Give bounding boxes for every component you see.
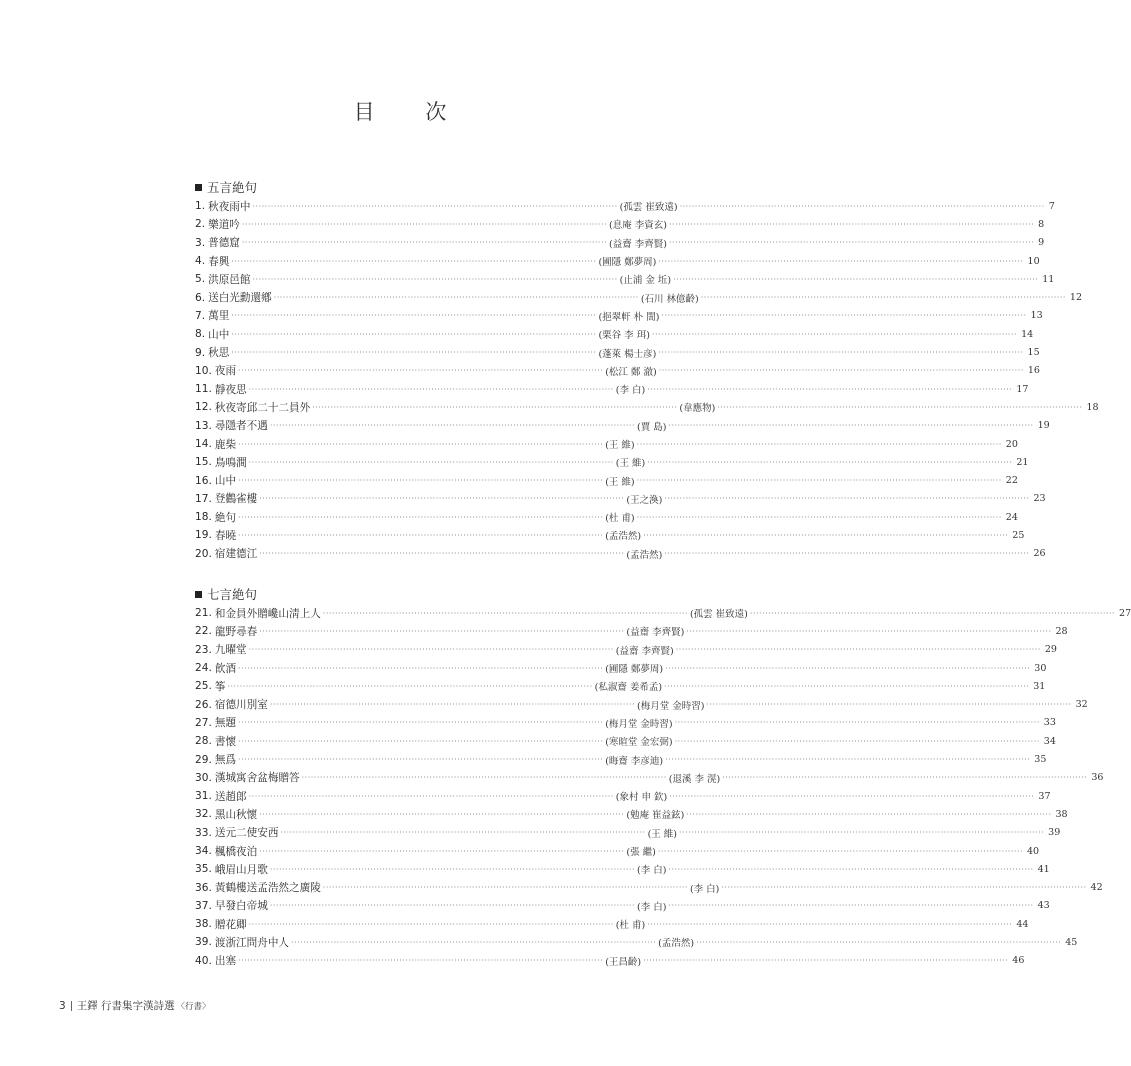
dot-leader: ························································································································	[248, 457, 614, 467]
entry-title: 登鸛雀樓	[214, 493, 258, 506]
entry-number: 22.	[195, 625, 212, 638]
entry-title: 出塞	[214, 955, 237, 968]
entry-number: 10.	[195, 364, 212, 377]
entry-number: 6.	[195, 291, 206, 304]
dot-leader: ························································································································	[664, 681, 1030, 691]
entry-page-number: 46	[1012, 955, 1025, 967]
footer-page-number: 3	[59, 999, 66, 1012]
entry-page-number: 28	[1055, 625, 1068, 637]
entry-author: (梅月堂 金時習)	[605, 718, 673, 730]
dot-leader: ························································································································	[248, 645, 614, 655]
entry-author: (杜 甫)	[605, 513, 635, 525]
dot-leader: ························································································································	[269, 864, 635, 874]
toc-entry[interactable]	[195, 952, 1025, 970]
entry-author: (王 維)	[605, 476, 635, 488]
entry-number: 29.	[195, 753, 212, 766]
toc-entry[interactable]	[195, 805, 1068, 823]
entry-author: (李 白)	[615, 385, 646, 397]
entry-title: 黑山秋懷	[214, 808, 258, 821]
toc-entry[interactable]	[195, 878, 1103, 896]
section-heading-text: 七言絶句	[207, 587, 258, 602]
entry-page-number: 35	[1034, 754, 1047, 766]
toc-entry[interactable]	[195, 362, 1040, 380]
entry-page-number: 31	[1033, 680, 1046, 692]
toc-entry[interactable]	[195, 252, 1040, 270]
page-footer	[59, 998, 211, 1013]
toc-entry[interactable]	[195, 622, 1068, 640]
dot-leader: ························································································································	[248, 919, 614, 929]
entry-number: 16.	[195, 474, 212, 487]
entry-page-number: 45	[1065, 936, 1078, 948]
entry-author: (松江 鄭 澈)	[605, 366, 657, 378]
dot-leader: ························································································································	[238, 530, 604, 540]
entry-page-number: 29	[1044, 644, 1057, 656]
entry-number: 33.	[195, 826, 212, 839]
entry-title: 無爲	[214, 754, 237, 767]
entry-title: 萬里	[208, 310, 230, 323]
footer-book-title: 王鐸 行書集字漢詩選	[76, 1000, 175, 1012]
entry-number: 14.	[195, 438, 212, 450]
entry-number: 36.	[195, 881, 212, 894]
entry-number: 35.	[195, 863, 212, 876]
dot-leader: ························································································································	[717, 402, 1083, 412]
entry-title: 飮酒	[214, 662, 237, 675]
dot-leader: ························································································································	[674, 736, 1040, 746]
dot-leader: ························································································································	[227, 681, 593, 691]
toc-entry[interactable]	[195, 490, 1046, 508]
page-title: 目 次	[353, 100, 469, 124]
toc-list	[195, 604, 1131, 970]
toc-entry[interactable]	[195, 933, 1078, 951]
entry-title: 洪原邑館	[208, 273, 251, 286]
entry-author: (賈 島)	[636, 421, 667, 433]
entry-page-number: 11	[1042, 273, 1055, 285]
entry-number: 3.	[195, 236, 206, 249]
entry-number: 39.	[195, 936, 212, 949]
entry-number: 40.	[195, 954, 212, 967]
toc-entry[interactable]	[195, 471, 1018, 489]
dot-leader: ························································································································	[238, 512, 604, 522]
dot-leader: ························································································································	[674, 718, 1040, 728]
dot-leader: ························································································································	[675, 645, 1041, 655]
toc-entry[interactable]	[195, 380, 1029, 398]
entry-page-number: 42	[1090, 882, 1103, 894]
entry-page-number: 25	[1012, 529, 1025, 541]
toc-entry[interactable]	[195, 234, 1045, 252]
entry-page-number: 12	[1069, 292, 1083, 304]
square-bullet-icon	[195, 184, 202, 191]
entry-page-number: 22	[1005, 475, 1018, 487]
entry-page-number: 30	[1034, 662, 1047, 674]
entry-author: (圃隱 鄭夢周)	[605, 664, 664, 676]
dot-leader: ························································································································	[658, 348, 1024, 358]
dot-leader: ························································································································	[700, 293, 1066, 303]
toc-entry[interactable]	[195, 453, 1029, 471]
dot-leader: ························································································································	[231, 256, 597, 266]
entry-number: 7.	[195, 309, 206, 322]
entry-page-number: 33	[1043, 717, 1056, 729]
footer-divider	[71, 1001, 72, 1011]
entry-number: 5.	[195, 273, 206, 286]
entry-author: (益齋 李齊賢)	[626, 627, 685, 639]
dot-leader: ························································································································	[259, 549, 625, 559]
dot-leader: ························································································································	[241, 238, 608, 248]
entry-title: 普德窟	[208, 237, 240, 250]
dot-leader: ························································································································	[269, 421, 635, 431]
dot-leader: ························································································································	[322, 883, 688, 893]
dot-leader: ························································································································	[259, 846, 625, 856]
toc-entry[interactable]	[195, 915, 1029, 933]
section-heading-text: 五言絶句	[207, 180, 258, 195]
entry-author: (王 維)	[647, 828, 678, 840]
dot-leader: ························································································································	[665, 755, 1031, 765]
dot-leader: ························································································································	[673, 274, 1039, 284]
entry-page-number: 20	[1005, 438, 1018, 450]
entry-number: 32.	[195, 808, 212, 821]
dot-leader: ························································································································	[668, 219, 1035, 229]
entry-page-number: 23	[1033, 493, 1046, 505]
entry-title: 和金員外贈巉山淸上人	[214, 607, 321, 620]
dot-leader: ························································································································	[679, 201, 1045, 211]
entry-page-number: 10	[1027, 255, 1040, 267]
entry-title: 九曜堂	[214, 644, 247, 657]
toc-entry[interactable]	[195, 197, 1055, 215]
entry-title: 秋夜寄邱二十二員外	[214, 401, 311, 414]
entry-number: 31.	[195, 790, 212, 803]
entry-number: 11.	[195, 383, 212, 396]
toc-entry[interactable]	[195, 860, 1050, 878]
dot-leader: ························································································································	[636, 439, 1002, 449]
dot-leader: ························································································································	[664, 549, 1030, 559]
entry-title: 鳥鳴澗	[214, 456, 247, 469]
toc-entry[interactable]	[195, 270, 1055, 288]
dot-leader: ························································································································	[269, 700, 635, 710]
entry-number: 37.	[195, 899, 212, 912]
entry-page-number: 19	[1037, 420, 1050, 432]
dot-leader: ························································································································	[269, 901, 635, 911]
entry-author: (息庵 李資玄)	[609, 220, 667, 232]
entry-number: 12.	[195, 401, 212, 414]
entry-number: 30.	[195, 771, 212, 784]
entry-page-number: 18	[1086, 401, 1099, 413]
toc-entry[interactable]	[195, 215, 1045, 233]
entry-author: (孟浩然)	[626, 549, 663, 561]
entry-title: 筝	[214, 680, 226, 693]
entry-author: (栗谷 李 珥)	[598, 330, 650, 342]
entry-author: (李 白)	[636, 865, 667, 877]
entry-page-number: 9	[1038, 237, 1045, 249]
dot-leader: ························································································································	[280, 828, 646, 838]
dot-leader: ························································································································	[664, 494, 1030, 504]
dot-leader: ························································································································	[259, 494, 625, 504]
entry-author: (益齋 李齊賢)	[615, 645, 674, 657]
dot-leader: ························································································································	[668, 901, 1034, 911]
entry-author: (孟浩然)	[605, 531, 642, 543]
square-bullet-icon	[195, 591, 202, 598]
toc-entry[interactable]	[195, 343, 1040, 361]
entry-title: 春興	[208, 255, 230, 268]
toc-entry[interactable]	[195, 842, 1040, 860]
dot-leader: ························································································································	[312, 402, 678, 412]
entry-title: 樂道吟	[208, 218, 240, 231]
entry-number: 25.	[195, 680, 212, 693]
entry-page-number: 26	[1033, 548, 1046, 560]
dot-leader: ························································································································	[647, 919, 1013, 929]
entry-page-number: 15	[1027, 347, 1040, 359]
section-heading	[195, 584, 600, 604]
dot-leader: ························································································································	[658, 256, 1024, 266]
toc-entry[interactable]	[195, 732, 1056, 750]
entry-title: 送趙郎	[214, 790, 247, 803]
entry-author: (李 白)	[689, 883, 720, 895]
entry-author: (象村 申 欽)	[615, 792, 668, 804]
entry-title: 宿德川別室	[214, 699, 268, 712]
dot-leader: ························································································································	[706, 700, 1072, 710]
entry-number: 23.	[195, 643, 212, 656]
entry-author: (張 繼)	[626, 847, 656, 858]
entry-author: (圃隱 鄭夢周)	[598, 257, 657, 269]
entry-author: (李 白)	[636, 901, 667, 913]
dot-leader: ························································································································	[696, 937, 1062, 947]
entry-author: (王昌齡)	[605, 956, 642, 968]
dot-leader: ························································································································	[238, 366, 604, 376]
entry-author: (孤雲 崔致遠)	[619, 202, 678, 214]
entry-number: 20.	[195, 547, 212, 560]
entry-page-number: 41	[1037, 863, 1050, 875]
entry-page-number: 36	[1091, 772, 1104, 784]
dot-leader: ························································································································	[686, 809, 1052, 819]
entry-number: 18.	[195, 511, 212, 524]
entry-title: 夜雨	[214, 365, 237, 378]
entry-page-number: 34	[1043, 735, 1056, 747]
dot-leader: ························································································································	[668, 238, 1035, 248]
toc-entry[interactable]	[195, 769, 1104, 787]
dot-leader: ························································································································	[322, 608, 688, 618]
entry-number: 21.	[195, 607, 212, 620]
entry-title: 早發白帝城	[214, 900, 268, 913]
entry-title: 峨眉山月歌	[214, 863, 268, 876]
entry-page-number: 14	[1021, 328, 1034, 340]
dot-leader: ························································································································	[241, 219, 608, 229]
toc-entry[interactable]	[195, 824, 1061, 842]
dot-leader: ························································································································	[238, 663, 604, 673]
toc-entry[interactable]	[195, 325, 1034, 343]
entry-title: 渡浙江問舟中人	[214, 936, 290, 949]
dot-leader: ························································································································	[273, 293, 639, 303]
entry-page-number: 38	[1055, 808, 1068, 820]
entry-title: 送白光勳還鄕	[208, 292, 272, 305]
entry-author: (孟浩然)	[658, 938, 695, 950]
entry-author: (挹翠軒 朴 誾)	[598, 311, 660, 323]
dot-leader: ························································································································	[651, 329, 1018, 339]
entry-title: 絶句	[214, 511, 237, 524]
toc-entry[interactable]	[195, 526, 1025, 544]
dot-leader: ························································································································	[658, 366, 1024, 376]
toc-entry[interactable]	[195, 604, 1131, 622]
dot-leader: ························································································································	[231, 329, 597, 339]
dot-leader: ························································································································	[661, 311, 1027, 321]
dot-leader: ························································································································	[238, 718, 604, 728]
dot-leader: ························································································································	[238, 956, 604, 966]
entry-page-number: 16	[1027, 365, 1040, 377]
entry-author: (孤雲 崔致遠)	[689, 609, 748, 621]
entry-page-number: 8	[1038, 218, 1045, 230]
dot-leader: ························································································································	[636, 512, 1002, 522]
entry-page-number: 32	[1075, 699, 1088, 711]
dot-leader: ························································································································	[259, 626, 625, 636]
entry-page-number: 37	[1038, 790, 1051, 802]
footer-subtitle: 〈行書〉	[176, 1001, 211, 1012]
entry-author: (晦齋 李彦迪)	[605, 755, 664, 767]
toc-entry[interactable]	[195, 288, 1083, 306]
entry-title: 春曉	[214, 529, 237, 542]
entry-number: 17.	[195, 492, 212, 505]
entry-number: 26.	[195, 698, 212, 711]
dot-leader: ························································································································	[248, 791, 614, 801]
entry-title: 尋隱者不遇	[214, 420, 268, 433]
dot-leader: ························································································································	[668, 421, 1034, 431]
toc-entry[interactable]	[195, 695, 1088, 713]
toc-entry[interactable]	[195, 641, 1057, 659]
dot-leader: ························································································································	[669, 791, 1035, 801]
entry-author: (梅月堂 金時習)	[636, 700, 705, 712]
dot-leader: ························································································································	[238, 736, 604, 746]
entry-title: 宿建德江	[214, 548, 258, 561]
entry-author: (王之渙)	[626, 494, 663, 506]
dot-leader: ························································································································	[665, 663, 1031, 673]
entry-page-number: 7	[1048, 200, 1055, 212]
entry-author: (益齋 李齊賢)	[609, 238, 667, 250]
dot-leader: ························································································································	[252, 201, 618, 211]
entry-number: 38.	[195, 918, 212, 931]
toc-entry[interactable]	[195, 307, 1043, 325]
toc-entry[interactable]	[195, 750, 1047, 768]
toc-entry[interactable]	[195, 435, 1018, 453]
entry-page-number: 40	[1026, 845, 1040, 857]
entry-author: (勉庵 崔益鉉)	[626, 810, 685, 822]
entry-title: 無題	[214, 717, 237, 730]
entry-number: 28.	[195, 735, 212, 748]
entry-page-number: 43	[1037, 900, 1050, 912]
entry-author: (退溪 李 滉)	[668, 773, 721, 785]
toc-entry[interactable]	[195, 787, 1051, 805]
dot-leader: ························································································································	[238, 439, 604, 449]
entry-number: 34.	[195, 845, 212, 857]
entry-page-number: 24	[1005, 511, 1018, 523]
entry-title: 黃鶴樓送孟浩然之廣陵	[214, 882, 321, 895]
entry-author: (王 維)	[605, 440, 635, 451]
entry-author: (杜 甫)	[615, 920, 646, 932]
dot-leader: ························································································································	[668, 864, 1034, 874]
toc-entry[interactable]	[195, 659, 1047, 677]
dot-leader: ························································································································	[301, 773, 667, 783]
entry-number: 15.	[195, 456, 212, 469]
toc-entry[interactable]	[195, 398, 1099, 416]
dot-leader: ························································································································	[259, 809, 625, 819]
toc-entry[interactable]	[195, 897, 1050, 915]
entry-author: (王 維)	[615, 458, 646, 470]
entry-number: 2.	[195, 218, 206, 231]
entry-author: (止浦 金 坵)	[619, 275, 672, 287]
entry-number: 8.	[195, 328, 206, 341]
entry-number: 27.	[195, 716, 212, 729]
dot-leader: ························································································································	[647, 457, 1013, 467]
dot-leader: ························································································································	[647, 384, 1013, 394]
dot-leader: ························································································································	[291, 937, 657, 947]
entry-page-number: 21	[1016, 456, 1029, 468]
entry-title: 送元二使安西	[214, 827, 279, 840]
entry-title: 龍野尋春	[214, 625, 258, 638]
entry-author: (蓬萊 楊士彦)	[598, 348, 657, 360]
entry-title: 山中	[208, 328, 230, 341]
entry-title: 靜夜思	[214, 383, 247, 396]
toc-entry[interactable]	[195, 714, 1056, 732]
dot-leader: ························································································································	[721, 883, 1087, 893]
entry-title: 贈花卿	[214, 918, 247, 931]
dot-leader: ························································································································	[636, 476, 1002, 486]
entry-page-number: 39	[1048, 827, 1061, 839]
entry-title: 漢城寓舍盆梅贈答	[214, 772, 300, 785]
dot-leader: ························································································································	[679, 828, 1045, 838]
entry-author: (寒暄堂 金宏弼)	[605, 737, 673, 749]
entry-number: 19.	[195, 529, 212, 542]
dot-leader: ························································································································	[643, 530, 1009, 540]
entry-page-number: 17	[1016, 383, 1029, 395]
dot-leader: ························································································································	[231, 348, 597, 358]
entry-author: (私淑齋 姜希孟)	[594, 682, 663, 694]
toc-section	[195, 584, 1131, 970]
dot-leader: ························································································································	[657, 846, 1023, 856]
entry-number: 1.	[195, 200, 206, 213]
entry-title: 書懷	[214, 735, 237, 748]
entry-number: 9.	[195, 346, 206, 359]
entry-page-number: 13	[1030, 310, 1043, 322]
entry-author: (韋應物)	[679, 403, 716, 415]
toc-section	[195, 177, 1099, 563]
entry-title: 秋思	[208, 347, 230, 360]
dot-leader: ························································································································	[231, 311, 597, 321]
toc-list	[195, 197, 1099, 563]
toc-entry[interactable]	[195, 508, 1018, 526]
dot-leader: ························································································································	[749, 608, 1116, 618]
dot-leader: ························································································································	[248, 384, 614, 394]
dot-leader: ························································································································	[722, 773, 1088, 783]
toc-entry[interactable]	[195, 545, 1046, 563]
toc-entry[interactable]	[195, 417, 1050, 435]
entry-page-number: 27	[1119, 607, 1131, 619]
entry-title: 秋夜雨中	[208, 200, 251, 213]
entry-author: (石川 林億齡)	[640, 293, 699, 305]
entry-number: 24.	[195, 662, 212, 675]
dot-leader: ························································································································	[643, 956, 1009, 966]
entry-number: 13.	[195, 419, 212, 432]
toc-entry[interactable]	[195, 677, 1046, 695]
entry-title: 山中	[214, 475, 237, 488]
entry-title: 鹿柴	[214, 438, 237, 451]
entry-page-number: 44	[1016, 918, 1029, 930]
dot-leader: ························································································································	[238, 476, 604, 486]
entry-title: 楓橋夜泊	[214, 845, 258, 858]
dot-leader: ························································································································	[686, 626, 1052, 636]
section-heading	[195, 177, 600, 197]
entry-number: 4.	[195, 255, 206, 268]
dot-leader: ························································································································	[238, 755, 604, 765]
dot-leader: ························································································································	[252, 274, 618, 284]
